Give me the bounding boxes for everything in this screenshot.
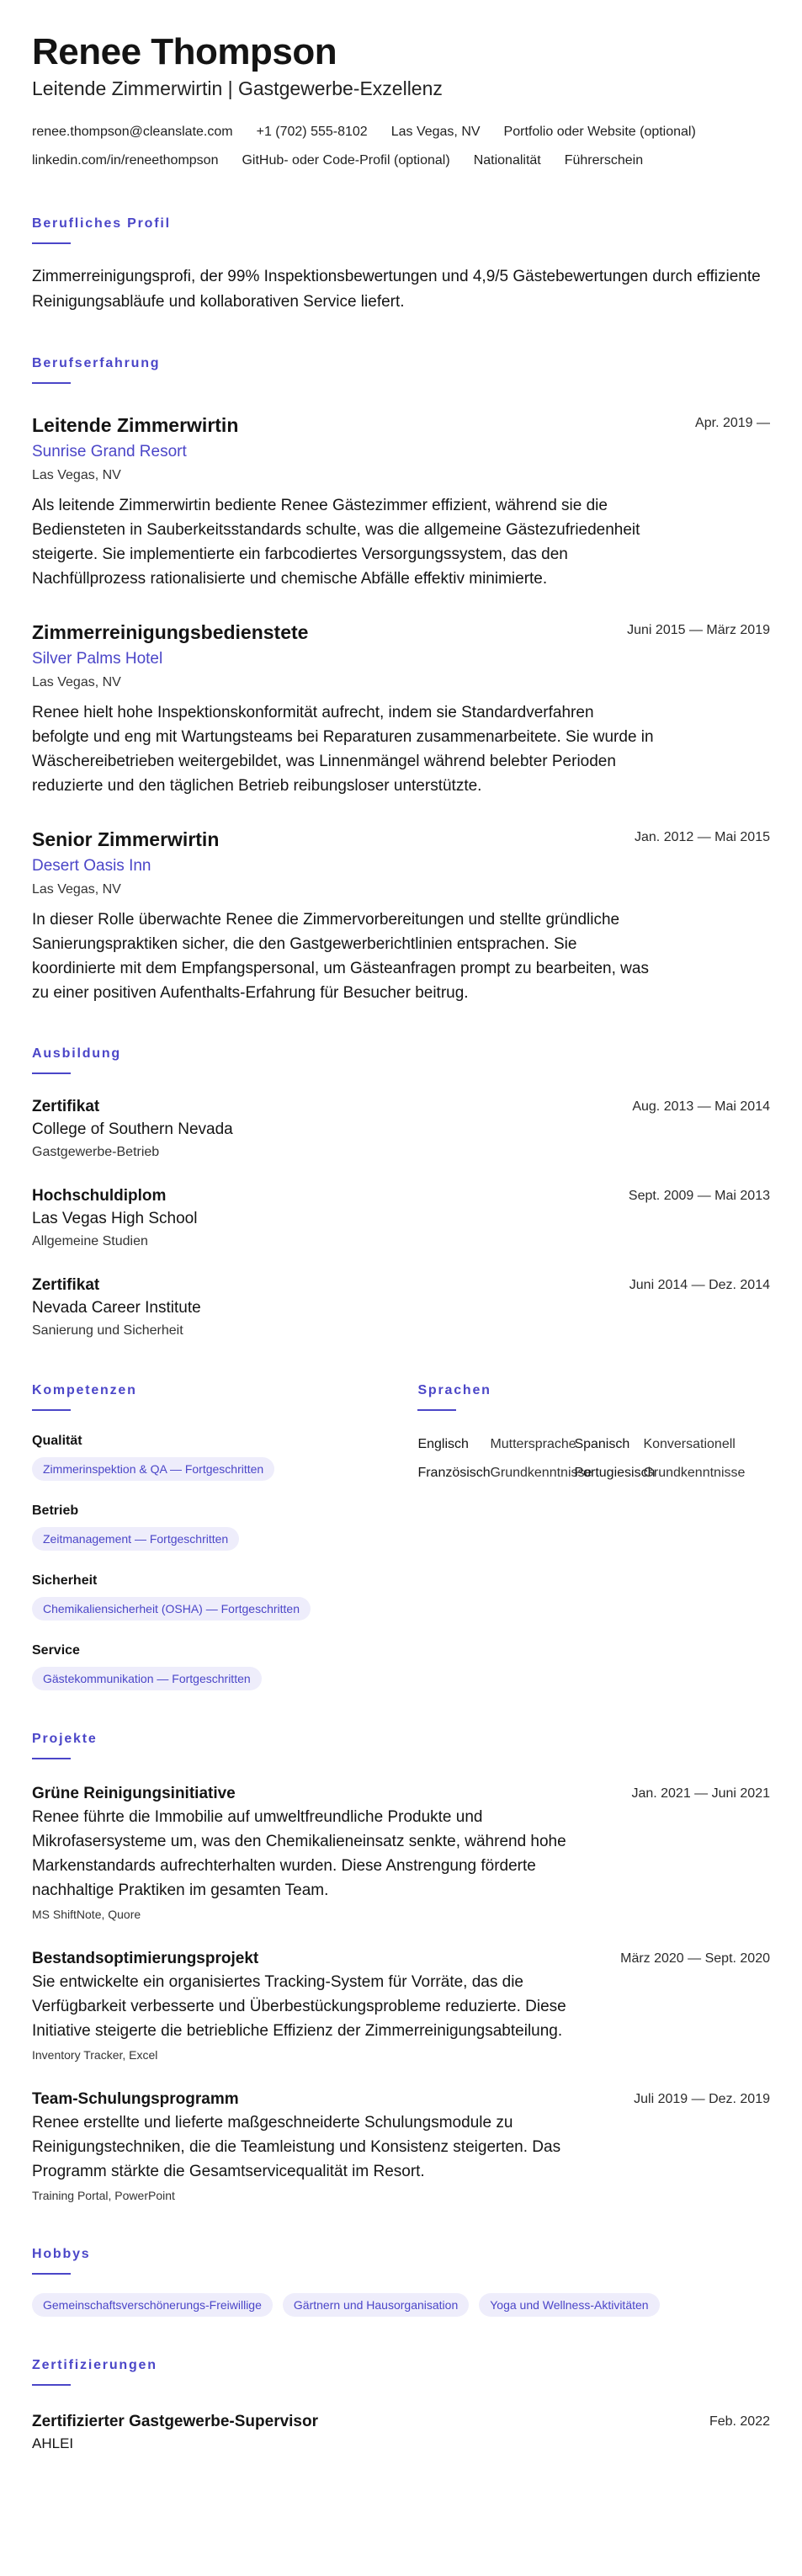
skill-pill: Gästekommunikation — Fortgeschritten <box>32 1667 262 1690</box>
job-description: Renee hielt hohe Inspektionskonformität aufrecht, indem sie Standardverfahren befolgte und eng mit Wartungsteams bei Reparaturen zusammenarbeitete. Sie wurde in Wäschereibetrieben weitergebildet, was Linnenmängel während belebter Perioden reduzierte und den täglichen Betrieb reibungsloser unterstützte. <box>32 704 654 795</box>
job-title: Senior Zimmerwirtin <box>32 828 220 850</box>
projects-section <box>32 1731 770 2206</box>
section-title-skills: Kompetenzen <box>32 1383 137 1397</box>
skill-pill: Zeitmanagement — Fortgeschritten <box>32 1527 239 1551</box>
project-entry <box>32 1783 770 1924</box>
education-field: Allgemeine Studien <box>32 1234 148 1248</box>
job-date: Jan. 2012 — Mai 2015 <box>635 830 770 844</box>
job-title: Leitende Zimmerwirtin <box>32 414 239 436</box>
job-company: Desert Oasis Inn <box>32 857 151 875</box>
education-degree: Zertifikat <box>32 1098 100 1115</box>
job-company: Sunrise Grand Resort <box>32 443 187 460</box>
contact-phone[interactable]: +1 (702) 555-8102 <box>256 125 368 139</box>
language-name: Spanisch <box>574 1437 630 1451</box>
section-divider <box>32 1758 71 1759</box>
hobbies-section <box>32 2246 770 2317</box>
language-list <box>417 1434 770 1483</box>
skills-languages-row <box>32 1342 770 1690</box>
education-school: Las Vegas High School <box>32 1210 198 1227</box>
hobby-pill: Gärtnern und Hausorganisation <box>283 2293 469 2317</box>
section-title-experience: Berufserfahrung <box>32 356 161 370</box>
section-title-profile: Berufliches Profil <box>32 216 171 231</box>
candidate-name: Renee Thompson <box>32 31 337 72</box>
education-entry <box>32 1275 770 1342</box>
job-location: Las Vegas, NV <box>32 468 121 482</box>
contact-location: Las Vegas, NV <box>390 125 481 139</box>
section-divider <box>32 382 71 384</box>
certification-date: Feb. 2022 <box>709 2414 770 2429</box>
skill-pill: Chemikaliensicherheit (OSHA) — Fortgeschritten <box>32 1597 311 1621</box>
contact-email[interactable]: renee.thompson@cleanslate.com <box>32 125 233 139</box>
skill-group <box>32 1501 417 1551</box>
hobby-pill: Gemeinschaftsverschönerungs-Freiwillige <box>32 2293 273 2317</box>
contact-drivers-license: Führerschein <box>564 153 644 168</box>
project-title: Grüne Reinigungsinitiative <box>32 1785 236 1802</box>
section-title-education: Ausbildung <box>32 1046 121 1061</box>
contact-linkedin[interactable]: linkedin.com/in/reneethompson <box>32 153 219 168</box>
profile-section <box>32 216 770 315</box>
language-name: Französisch <box>417 1466 491 1480</box>
job-entry <box>32 827 770 1005</box>
education-school: College of Southern Nevada <box>32 1120 233 1138</box>
candidate-tagline: Leitende Zimmerwirtin | Gastgewerbe-Exzellenz <box>32 77 443 99</box>
contact-github[interactable]: GitHub- oder Code-Profil (optional) <box>242 153 450 168</box>
job-date: Apr. 2019 — <box>695 416 770 430</box>
languages-section <box>417 1342 770 1690</box>
language-level: Grundkenntnisse <box>643 1466 746 1480</box>
section-title-certifications: Zertifizierungen <box>32 2358 157 2372</box>
skills-section <box>32 1342 417 1690</box>
education-school: Nevada Career Institute <box>32 1299 201 1317</box>
contact-list <box>32 118 770 175</box>
section-divider <box>32 2384 71 2386</box>
skill-group <box>32 1571 417 1621</box>
project-title: Team-Schulungsprogramm <box>32 2090 239 2108</box>
contact-nationality: Nationalität <box>473 153 541 168</box>
certifications-section <box>32 2357 770 2455</box>
skill-pill: Zimmerinspektion & QA — Fortgeschritten <box>32 1457 274 1481</box>
hobby-list <box>32 2293 770 2317</box>
education-degree: Hochschuldiplom <box>32 1187 167 1205</box>
education-date: Juni 2014 — Dez. 2014 <box>629 1278 770 1292</box>
section-divider <box>32 242 71 244</box>
section-title-hobbies: Hobbys <box>32 2247 91 2261</box>
section-divider <box>417 1409 456 1411</box>
language-level: Grundkenntnisse <box>490 1466 592 1480</box>
section-divider <box>32 1072 71 1074</box>
job-date: Juni 2015 — März 2019 <box>627 623 770 637</box>
education-date: Aug. 2013 — Mai 2014 <box>632 1099 770 1114</box>
project-description: Renee erstellte und lieferte maßgeschneiderte Schulungsmodule zu Reinigungstechniken, die die Teamleistung und Konsistenz steigerten. Das Programm stärkte die Gesamtservicequalität im Resort. <box>32 2114 561 2180</box>
project-date: Jan. 2021 — Juni 2021 <box>631 1786 770 1801</box>
education-entry <box>32 1096 770 1163</box>
education-degree: Zertifikat <box>32 1276 100 1294</box>
education-field: Sanierung und Sicherheit <box>32 1323 183 1338</box>
job-description: Als leitende Zimmerwirtin bediente Renee Gästezimmer effizient, während sie die Bediensteten in Sauberkeitsstandards schulte, was die allgemeine Gästezufriedenheit steigerte. Sie implementierte ein farbcodiertes Versorgungssystem, das den Nachfüllprozess rationalisierte und chemische Abfälle effektiv minimierte. <box>32 497 640 588</box>
project-title: Bestandsoptimierungsprojekt <box>32 1950 259 1967</box>
skill-group <box>32 1641 417 1690</box>
skill-category: Betrieb <box>32 1504 79 1518</box>
education-section <box>32 1046 770 1342</box>
language-name: Englisch <box>417 1437 469 1451</box>
education-date: Sept. 2009 — Mai 2013 <box>628 1189 770 1203</box>
section-divider <box>32 2273 71 2275</box>
project-tools: Training Portal, PowerPoint <box>32 2189 175 2202</box>
experience-section <box>32 355 770 1005</box>
skill-group <box>32 1431 417 1481</box>
section-title-languages: Sprachen <box>417 1383 491 1397</box>
project-tools: Inventory Tracker, Excel <box>32 2048 158 2062</box>
job-entry <box>32 412 770 591</box>
certification-entry <box>32 2411 770 2455</box>
education-entry <box>32 1185 770 1253</box>
certification-issuer: AHLEI <box>32 2435 74 2451</box>
project-date: März 2020 — Sept. 2020 <box>620 1951 770 1966</box>
language-level: Konversationell <box>643 1437 736 1451</box>
job-description: In dieser Rolle überwachte Renee die Zimmervorbereitungen und stellte gründliche Sanierungspraktiken sicher, die den Gastgewerberichtlinien entsprachen. Sie koordinierte mit dem Empfangspersonal, um Gästeanfragen prompt zu bearbeiten, was zu einer positiven Aufenthalts-Erfahrung für Besucher beitrug. <box>32 911 649 1002</box>
job-title: Zimmerreinigungsbedienstete <box>32 621 309 643</box>
project-tools: MS ShiftNote, Quore <box>32 1908 141 1921</box>
education-field: Gastgewerbe-Betrieb <box>32 1145 160 1159</box>
profile-summary: Zimmerreinigungsprofi, der 99% Inspektionsbewertungen und 4,9/5 Gästebewertungen durch effiziente Reinigungsabläufe und kollaborativen Service liefert. <box>32 268 761 311</box>
project-description: Sie entwickelte ein organisiertes Tracking-System für Vorräte, das die Verfügbarkeit verbesserte und Überbestückungsprobleme reduzierte. Diese Initiative steigerte die betriebliche Effizienz der Zimmerreinigungsabteilung. <box>32 1973 566 2040</box>
skill-category: Service <box>32 1643 80 1658</box>
hobby-pill: Yoga und Wellness-Aktivitäten <box>479 2293 659 2317</box>
resume-header <box>32 30 770 175</box>
job-company: Silver Palms Hotel <box>32 650 163 668</box>
skill-category: Qualität <box>32 1434 82 1448</box>
section-title-projects: Projekte <box>32 1732 98 1746</box>
section-divider <box>32 1409 71 1411</box>
project-description: Renee führte die Immobilie auf umweltfreundliche Produkte und Mikrofasersysteme um, was den Chemikalieneinsatz senkte, während hohe Markenstandards aufrechterhalten wurden. Diese Anstrengung förderte nachhaltige Praktiken im gesamten Team. <box>32 1808 566 1899</box>
job-location: Las Vegas, NV <box>32 675 121 689</box>
job-entry <box>32 620 770 798</box>
language-name: Portugiesisch <box>574 1466 656 1480</box>
certification-name: Zertifizierter Gastgewerbe-Supervisor <box>32 2413 318 2430</box>
skill-category: Sicherheit <box>32 1573 98 1588</box>
contact-portfolio[interactable]: Portfolio oder Website (optional) <box>503 125 696 139</box>
job-location: Las Vegas, NV <box>32 882 121 897</box>
project-entry <box>32 2089 770 2206</box>
project-entry <box>32 1948 770 2065</box>
project-date: Juli 2019 — Dez. 2019 <box>634 2092 770 2106</box>
language-level: Muttersprache <box>490 1437 576 1451</box>
